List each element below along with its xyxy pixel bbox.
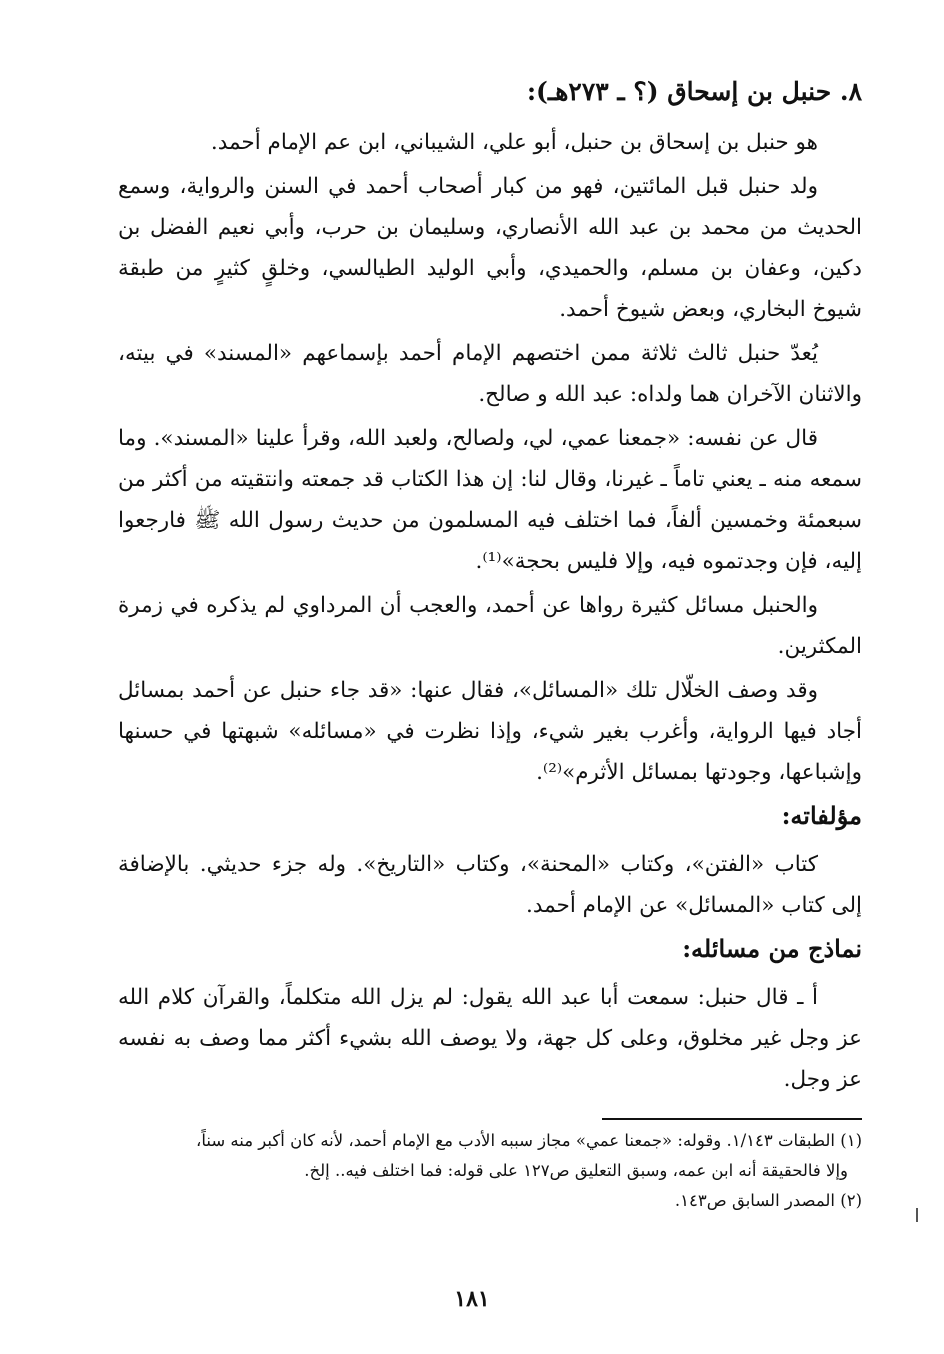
paragraph-musnad: يُعدّ حنبل ثالث ثلاثة ممن اختصهم الإمام أحمد بإسماعهم «المسند» في بيته، والاثنان الآخران هما ولداه: عبد الله و صالح. [118,341,862,407]
section-title-works: مؤلفاته: [781,801,862,830]
margin-mark [916,1208,918,1222]
paragraph-khallal: وقد وصف الخلّال تلك «المسائل»، فقال عنها: «قد جاء حنبل عن أحمد بمسائل أجاد فيها الرواية، وأغرب بغير شيء، وإذا نظرت في «مسائله» شبهتها في حسنها وإشباعها، وجودتها بمسائل الأثرم»⁽²⁾. [118,678,862,785]
page-number: ١٨١ [454,1286,490,1312]
paragraph-works: كتاب «الفتن»، وكتاب «المحنة»، وكتاب «التاريخ». وله جزء حديثي. بالإضافة إلى كتاب «المسائل» عن الإمام أحمد. [118,852,862,918]
section-title-examples: نماذج من مسائله: [682,934,862,963]
paragraph-intro: هو حنبل بن إسحاق بن حنبل، أبو علي، الشيباني، ابن عم الإمام أحمد. [210,130,818,155]
footnote-1-continuation: وإلا فالحقيقة أنه ابن عمه، وسبق التعليق ص١٢٧ على قوله: فما اختلف فيه.. إلخ. [304,1161,848,1180]
entry-heading: ٨. حنبل بن إسحاق (؟ ـ ٢٧٣هـ): [526,77,862,106]
paragraph-masail: والحنبل مسائل كثيرة رواها عن أحمد، والعجب أن المرداوي لم يذكره في زمرة المكثرين. [118,593,862,659]
paragraph-example-a: أ ـ قال حنبل: سمعت أبا عبد الله يقول: لم يزل الله متكلماً، والقرآن كلام الله عز وجل غير مخلوق، وعلى كل جهة، ولا يوصف الله بشيء أكثر مما وصف به نفسه عز وجل. [118,985,862,1092]
footnote-divider [602,1118,862,1120]
footnote-1: (١) الطبقات ١/١٤٣. وقوله: «جمعنا عمي» مجاز سببه الأدب مع الإمام أحمد، لأنه كان أكبر منه سناً، [196,1131,862,1150]
paragraph-birth: ولد حنبل قبل المائتين، فهو من كبار أصحاب أحمد في السنن والرواية، وسمع الحديث من محمد بن عبد الله الأنصاري، وسليمان بن حرب، وأبي نعيم الفضل بن دكين، وعفان بن مسلم، والحميدي، وأبي الوليد الطيالسي، وخلقٍ كثيرٍ من طبقة شيوخ البخاري، وبعض شيوخ أحمد. [118,174,862,322]
footnote-2: (٢) المصدر السابق ص١٤٣. [674,1191,862,1210]
paragraph-quote: قال عن نفسه: «جمعنا عمي، لي، ولصالح، ولعبد الله، وقرأ علينا «المسند». وما سمعه منه ـ يعني تاماً ـ غيرنا، وقال لنا: إن هذا الكتاب قد جمعته وانتقيته من أكثر من سبعمئة وخمسين ألفاً، فما اختلف فيه المسلمون من حديث رسول الله ﷺ فارجعوا إليه، فإن وجدتموه فيه، وإلا فليس بحجة»⁽¹⁾. [118,426,862,574]
